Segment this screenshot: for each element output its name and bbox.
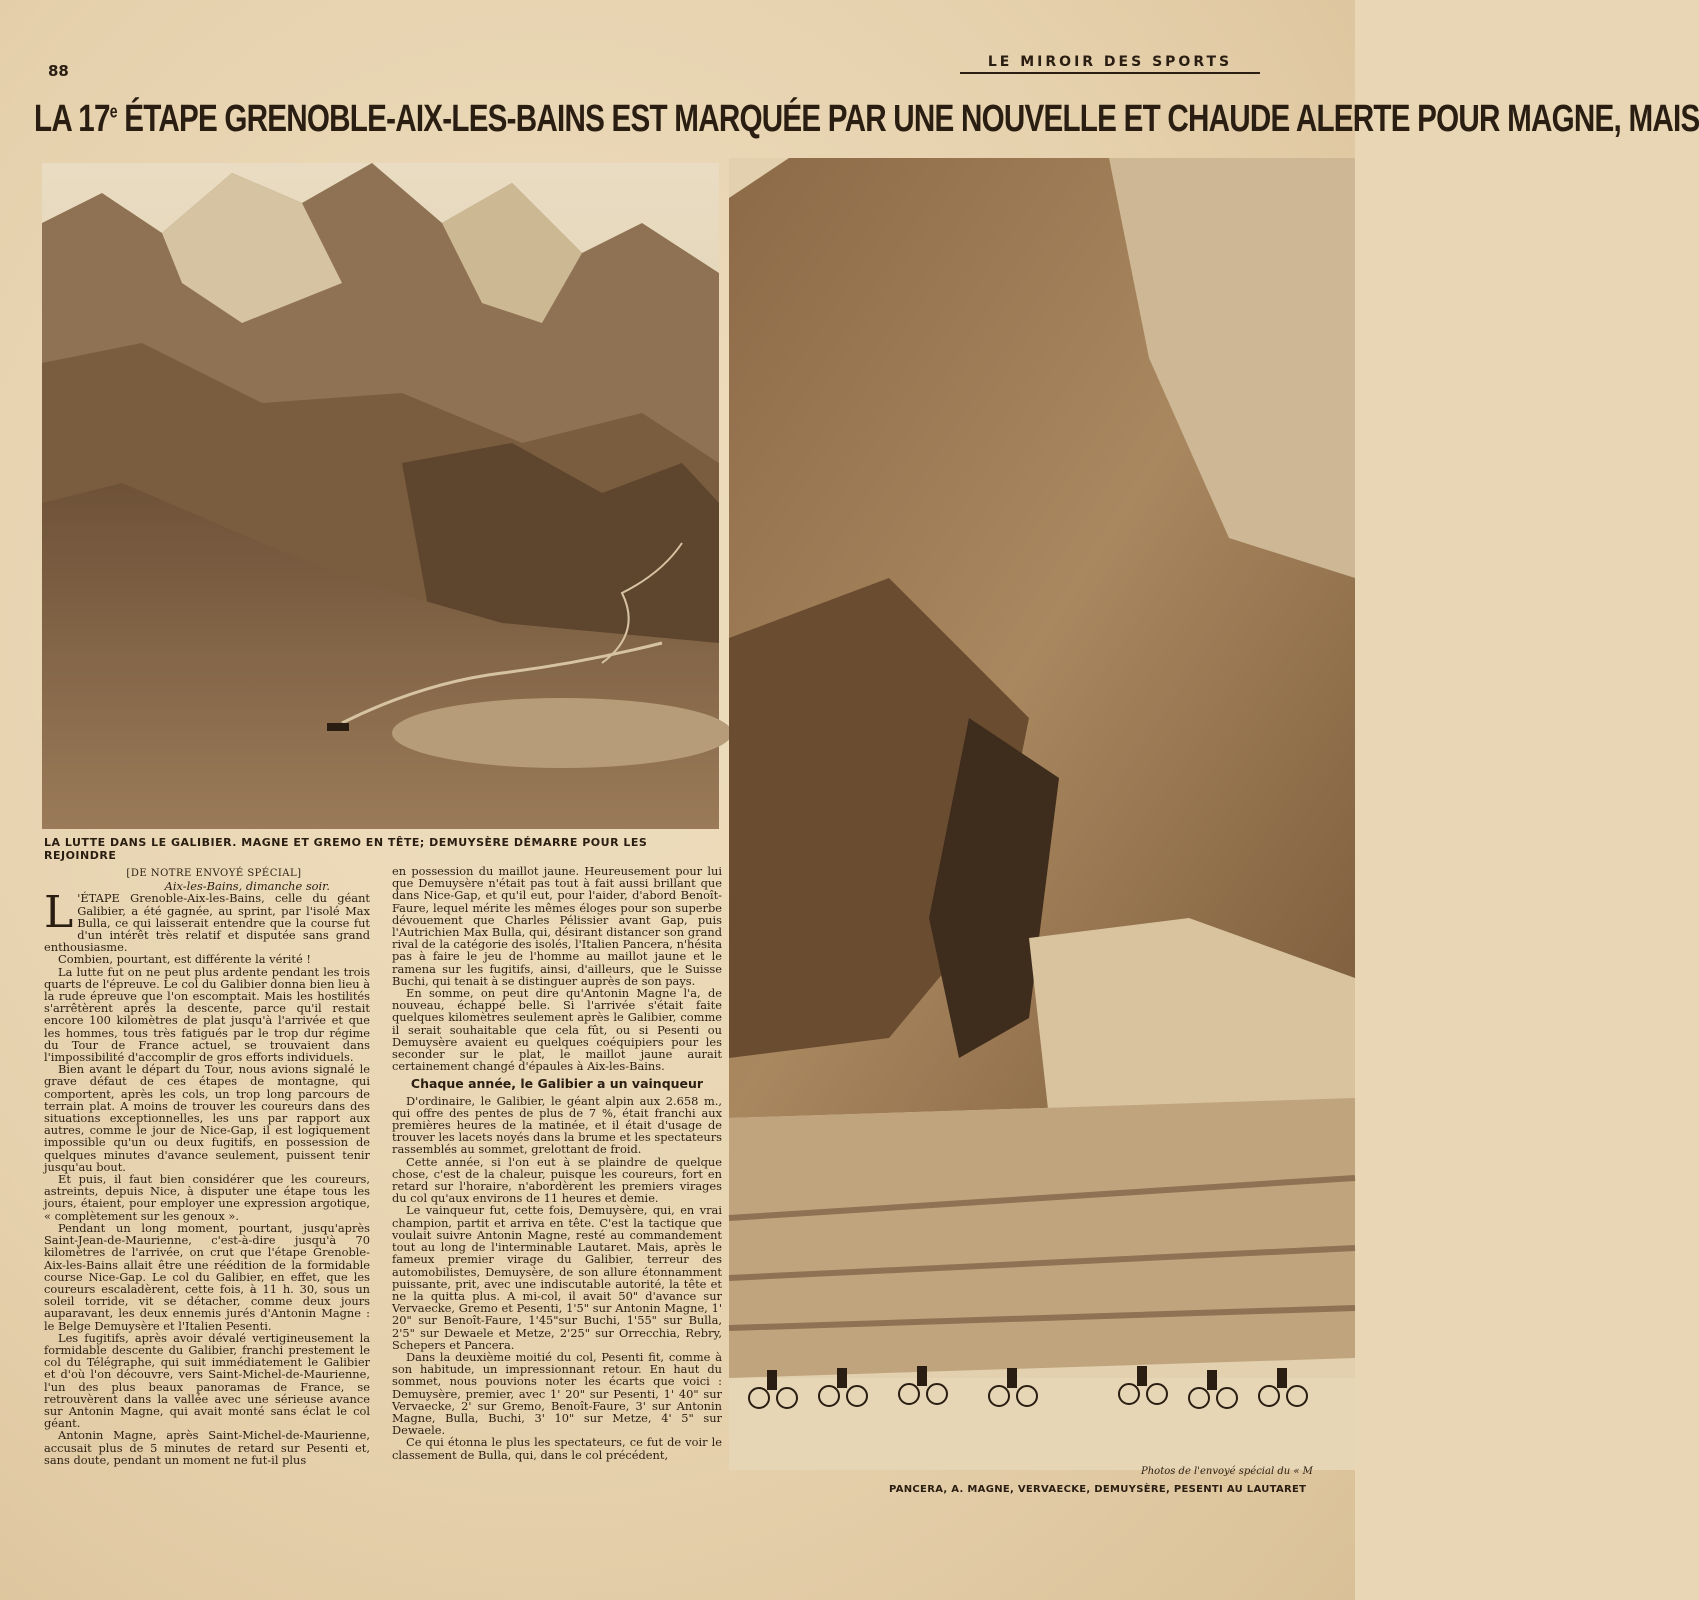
paragraph: Antonin Magne, après Saint-Michel-de-Maurienne, accusait plus de 5 minutes de retard sur Pesenti et, sans doute, pendant un moment ne fut-il plus <box>44 1428 370 1467</box>
masthead: LE MIROIR DES SPORTS <box>960 54 1260 74</box>
article-column-1 <box>44 868 370 1466</box>
galibier-photo <box>42 163 719 829</box>
paragraph: Bien avant le départ du Tour, nous avions signalé le grave défaut de ces étapes de montagne, qui comportent, après les cols, un trop long parcours de terrain plat. A moins de trouver les coureurs dans des situations exceptionnelles, les uns par rapport aux autres, comme le jour de Nice-Gap, il est logiquement impossible qu'un ou deux fugitifs, en possession de quelques minutes d'avance seulement, puissent tenir jusqu'au bout. <box>44 1062 370 1174</box>
page-number: 88 <box>48 62 69 80</box>
paragraph: Et puis, il faut bien considérer que les coureurs, astreints, depuis Nice, à disputer une étape tous les jours, étaient, pour employer une expression argotique, « complètement sur les genoux ». <box>44 1172 370 1223</box>
paragraph: Dans la deuxième moitié du col, Pesenti fit, comme à son habitude, un impressionnant retour. En haut du sommet, nous pouvions noter les écarts que voici : Demuysère, premier, avec 1' 20" sur Pesenti, 1' 40" sur Vervaecke, 2' sur Gremo, Benoît-Faure, 3' sur Antonin Magne, Bulla, Buchi, 3' 10" sur Metze, 4' 5" sur Dewaele. <box>392 1349 722 1438</box>
right-photo-caption: PANCERA, A. MAGNE, VERVAECKE, DEMUYSÈRE, PESENTI AU LAUTARET <box>889 1484 1307 1495</box>
paragraph: En somme, on peut dire qu'Antonin Magne l'a, de nouveau, échappé belle. Si l'arrivée s'était faite quelques kilomètres seulement après le Galibier, comme il serait souhaitable que cela fût, ou si Pesenti ou Demuysère avaient eu quelques coéquipiers pour les seconder sur le plat, le maillot jaune aurait certainement changé d'épaules à Aix-les-Bains. <box>392 986 722 1074</box>
headline-pre: LA 17 <box>34 98 110 140</box>
dropcap: L <box>44 887 74 939</box>
subheading: Chaque année, le Galibier a un vainqueur <box>410 1076 704 1092</box>
paragraph: Cette année, si l'on eut à se plaindre de quelque chose, c'est de la chaleur, puisque les coureurs, fort en retard sur l'horaire, n'abordèrent les premiers virages du col qu'aux environs de 11 heures et demie. <box>392 1154 722 1206</box>
paragraph: Ce qui étonna le plus les spectateurs, ce fut de voir le classement de Bulla, qui, dans le col précédent, <box>392 1435 722 1462</box>
article-column-2 <box>392 865 722 1461</box>
headline-sup: e <box>109 101 117 122</box>
byline: [DE NOTRE ENVOYÉ SPÉCIAL] <box>126 868 302 879</box>
lautaret-photo <box>729 158 1355 1470</box>
paragraph: Le vainqueur fut, cette fois, Demuysère, qui, en vrai champion, partit et arriva en tête. C'est la tactique que voulait suivre Antonin Magne, resté au commandement tout au long de l'interminable Lautaret. Mais, après le fameux premier virage du Galibier, terreur des automobilistes, Demuysère, de son allure étonnamment puissante, prit, avec une indiscutable autorité, la tête et ne la quitta plus. A mi-col, il avait 50" d'avance sur Vervaecke, Gremo et Pesenti, 1'5" sur Antonin Magne, 1' 20" sur Benoît-Faure, 1'45"sur Buchi, 1'55" sur Bulla, 2'5" sur Dewaele et Metze, 2'25" sur Orrecchia, Rebry, Schepers et Pancera. <box>392 1203 722 1352</box>
paragraph: 'ÉTAPE Grenoble-Aix-les-Bains, celle du géant Galibier, a été gagnée, au sprint, par l'isolé Max Bulla, ce qui laisserait entendre que la course fut d'un intérêt très relatif et disputée sans grand enthousiasme. <box>44 891 370 955</box>
photo-credit: Photos de l'envoyé spécial du « M <box>1141 1466 1313 1477</box>
left-photo-caption: LA LUTTE DANS LE GALIBIER. MAGNE ET GREMO EN TÊTE; DEMUYSÈRE DÉMARRE POUR LES REJOINDRE <box>44 836 648 862</box>
paragraph: La lutte fut on ne peut plus ardente pendant les trois quarts de l'épreuve. Le col du Galibier donna bien lieu à la rude épreuve que l'on escomptait. Mais les hostilités s'arrêtèrent après la descente, parce qu'il restait encore 100 kilomètres de plat jusqu'à l'arrivée et que les hommes, tous très fatigués par le trop dur régime du Tour de France actuel, se trouvaient dans l'impossibilité d'accomplir de gros efforts individuels. <box>44 964 370 1065</box>
paragraph: D'ordinaire, le Galibier, le géant alpin aux 2.658 m., qui offre des pentes de plus de 7 %, était franchi aux premières heures de la matinée, et il était d'usage de trouver les lacets noyés dans la brume et les spectateurs rassemblés au sommet, grelottant de froid. <box>392 1093 722 1157</box>
dateline: Aix-les-Bains, dimanche soir. <box>164 879 330 894</box>
paragraph: Pendant un long moment, pourtant, jusqu'après Saint-Jean-de-Maurienne, c'est-à-dire jusqu'à 70 kilomètres de l'arrivée, on crut que l'étape Grenoble-Aix-les-Bains allait être une réédition de la formidable course Nice-Gap. Le col du Galibier, en effet, que les coureurs escaladèrent, cette fois, à 11 h. 30, sous un soleil torride, vit se détacher, comme deux jours auparavant, les deux ennemis jurés d'Antonin Magne : le Belge Demuysère et l'Italien Pesenti. <box>44 1220 370 1333</box>
paragraph: Les fugitifs, après avoir dévalé vertigineusement la formidable descente du Galibier, franchi prestement le col du Télégraphe, qui suit immédiatement le Galibier et d'où l'on découvre, vers Saint-Michel-de-Maurienne, l'un des plus beaux panoramas de France, se retrouvèrent dans la vallée avec une sérieuse avance sur Antonin Magne, qui avait monté sans éclat le col géant. <box>44 1330 370 1431</box>
paragraph: en possession du maillot jaune. Heureusement pour lui que Demuysère n'était pas tout à fait aussi brillant que dans Nice-Gap, et qu'il eut, pour l'aider, d'abord Benoît-Faure, lequel mérite les mêmes éloges pour son superbe dévouement que Charles Pélissier avant Gap, puis l'Autrichien Max Bulla, qui, désirant distancer son grand rival de la catégorie des isolés, l'Italien Pancera, n'hésita pas à faire le jeu de l'homme au maillot jaune et le ramena sur les fugitifs, ainsi, d'ailleurs, que le Suisse Buchi, qui tenait à se distinguer auprès de son pays. <box>392 864 722 988</box>
paragraph: Combien, pourtant, est différente la vérité ! <box>58 952 311 967</box>
headline-post: ÉTAPE GRENOBLE-AIX-LES-BAINS EST MARQUÉE PAR UNE NOUVELLE ET CHAUDE ALERTE POUR MAGNE, MAIS <box>116 98 1699 140</box>
headline <box>34 98 1699 141</box>
